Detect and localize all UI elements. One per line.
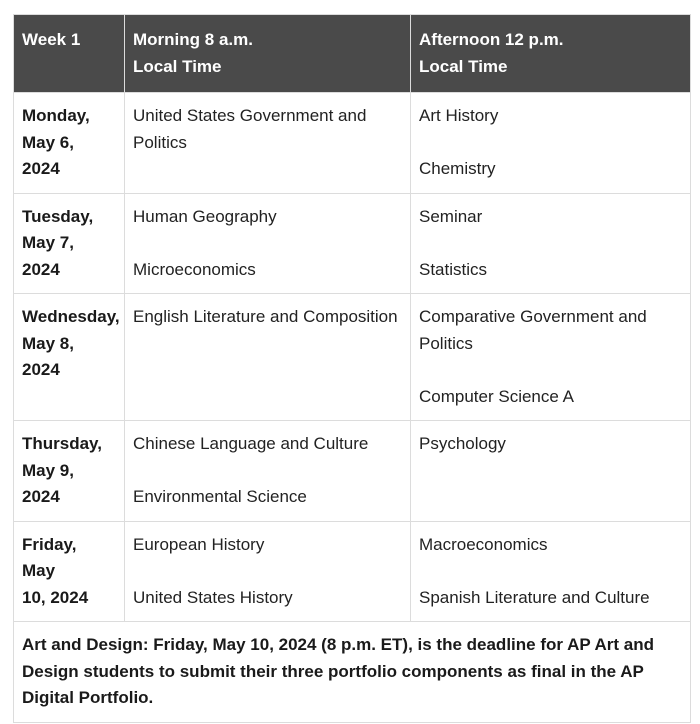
- day-name: Wednesday,: [22, 307, 120, 326]
- header-morning-line2: Local Time: [133, 56, 222, 76]
- afternoon-cell: [411, 93, 691, 194]
- day-date: May 9,: [22, 460, 74, 480]
- header-afternoon-line2: Local Time: [419, 56, 508, 76]
- exam-name: Chinese Language and Culture: [133, 434, 369, 453]
- day-name: Friday,: [22, 534, 77, 554]
- header-week: [14, 15, 125, 93]
- exam-name: Seminar: [419, 206, 483, 226]
- exam-name: Environmental Science: [133, 487, 307, 506]
- day-cell: [14, 193, 125, 294]
- footnote-row: [14, 622, 691, 723]
- table-row: [14, 193, 691, 294]
- header-morning: [125, 15, 411, 93]
- exam-name: Comparative Government and Politics: [419, 307, 647, 353]
- afternoon-cell: [411, 521, 691, 622]
- morning-cell: [125, 93, 411, 194]
- exam-name: United States Government and Politics: [133, 106, 367, 152]
- table-row: [14, 421, 691, 522]
- table-row: [14, 93, 691, 194]
- day-year: 2024: [22, 360, 60, 379]
- header-row: [14, 15, 691, 93]
- footnote: Art and Design: Friday, May 10, 2024 (8 p.m. ET), is the deadline for AP Art and Design students to submit their three portfolio components as final in the AP Digital Portfolio.: [14, 622, 691, 723]
- exam-name: United States History: [133, 587, 293, 607]
- header-afternoon: [411, 15, 691, 93]
- afternoon-cell: [411, 421, 691, 522]
- day-year: 10, 2024: [22, 587, 89, 607]
- morning-cell: [125, 521, 411, 622]
- day-cell: [14, 294, 125, 421]
- day-name: Tuesday,: [22, 206, 94, 226]
- afternoon-cell: [411, 294, 691, 421]
- exam-name: Psychology: [419, 434, 506, 453]
- day-cell: [14, 93, 125, 194]
- day-year: 2024: [22, 259, 60, 279]
- exam-name: Macroeconomics: [419, 534, 548, 554]
- day-cell: [14, 421, 125, 522]
- exam-name: Microeconomics: [133, 259, 256, 279]
- exam-name: Art History: [419, 106, 499, 125]
- exam-name: Statistics: [419, 259, 488, 279]
- morning-cell: [125, 294, 411, 421]
- day-date: May: [22, 561, 56, 580]
- exam-name: Human Geography: [133, 206, 277, 226]
- exam-name: Computer Science A: [419, 386, 574, 406]
- day-cell: [14, 521, 125, 622]
- header-morning-line1: Morning 8 a.m.: [133, 30, 253, 49]
- day-name: Thursday,: [22, 434, 102, 453]
- morning-cell: [125, 421, 411, 522]
- exam-schedule-table: [13, 14, 691, 723]
- exam-name: Spanish Literature and Culture: [419, 587, 650, 607]
- table-row: [14, 294, 691, 421]
- header-afternoon-line1: Afternoon 12 p.m.: [419, 30, 564, 49]
- exam-name: Chemistry: [419, 159, 496, 178]
- day-date: May 7,: [22, 233, 74, 252]
- day-name: Monday,: [22, 106, 90, 125]
- day-date: May 6,: [22, 132, 74, 152]
- day-year: 2024: [22, 159, 60, 178]
- day-year: 2024: [22, 487, 60, 506]
- exam-name: European History: [133, 534, 265, 554]
- header-week-label: Week 1: [22, 30, 81, 49]
- afternoon-cell: [411, 193, 691, 294]
- exam-name: English Literature and Composition: [133, 307, 398, 326]
- day-date: May 8,: [22, 333, 74, 353]
- morning-cell: [125, 193, 411, 294]
- table-row: [14, 521, 691, 622]
